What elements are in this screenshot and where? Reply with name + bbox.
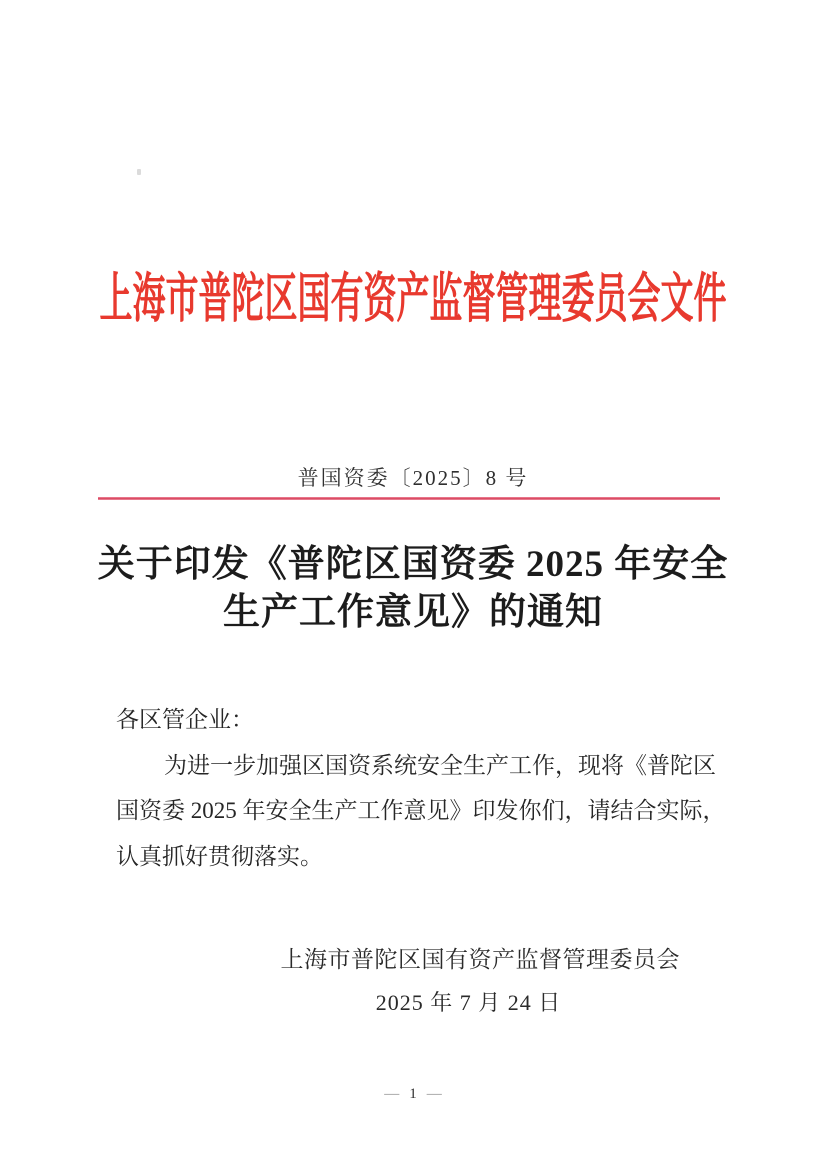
red-separator-rule (98, 497, 720, 500)
body-paragraph-line: 为进一步加强区国资系统安全生产工作，现将《普陀区 (164, 752, 716, 778)
document-number: 普国资委〔2025〕8 号 (297, 466, 529, 490)
salutation: 各区管企业： (116, 707, 254, 732)
signature-date: 2025 年 7 月 24 日 (375, 990, 562, 1015)
page-number-footer (0, 1086, 826, 1103)
body-paragraph-line: 认真抓好贯彻落实。 (116, 843, 323, 869)
body-paragraph-line: 国资委 2025 年安全生产工作意见》印发你们，请结合实际， (116, 798, 726, 823)
document-title-line-2: 生产工作意见》的通知 (223, 592, 603, 633)
signature-organization: 上海市普陀区国有资产监督管理委员会 (280, 947, 680, 972)
document-body (116, 697, 740, 879)
letterhead-title: 上海市普陀区国有资产监督管理委员会文件 (99, 266, 727, 330)
footer-page-number: 1 (409, 1086, 417, 1102)
scan-artifact-speck (137, 169, 141, 175)
document-title (0, 541, 826, 637)
footer-left-dash: — (384, 1086, 400, 1102)
document-title-line-1: 关于印发《普陀区国资委 2025 年安全 (97, 544, 729, 585)
footer-right-dash: — (426, 1086, 442, 1102)
